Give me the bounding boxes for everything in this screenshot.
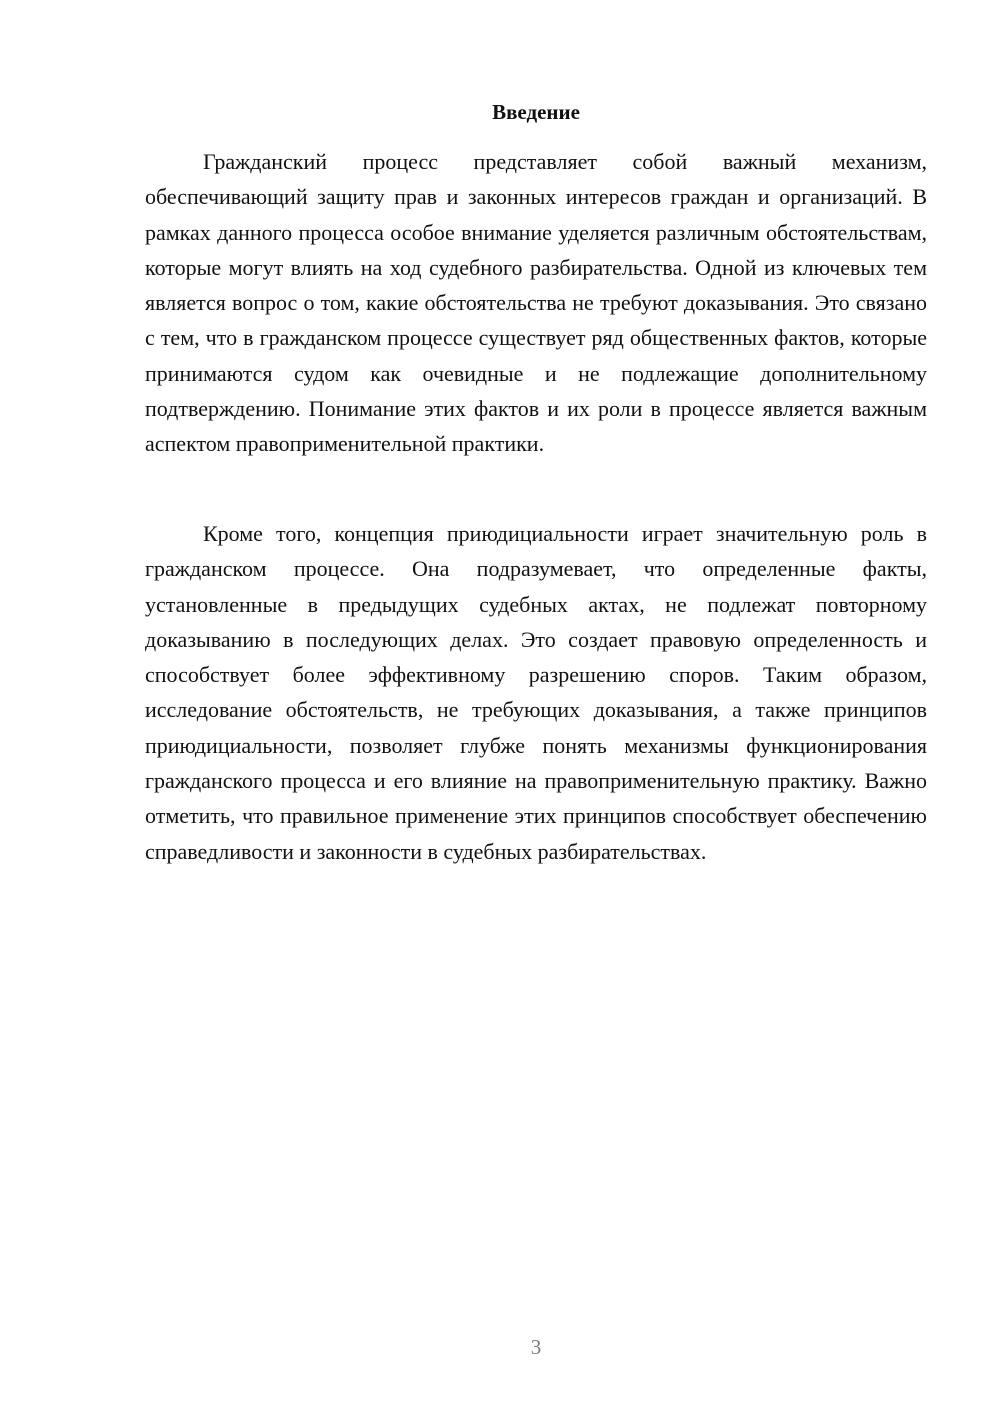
paragraph-1: Гражданский процесс представляет собой важный механизм, обеспечивающий защиту прав и законных интересов граждан и организаций. В рамках данного процесса особое внимание уделяется различным обстоятельствам, которые могут влиять на ход судебного разбирательства. Одной из ключевых тем является вопрос о том, какие обстоятельства не требуют доказывания. Это связано с тем, что в гражданском процессе существует ряд общественных фактов, которые принимаются судом как очевидные и не подлежащие дополнительному подтверждению. Понимание этих фактов и их роли в процессе является важным аспектом правоприменительной практики. bbox=[145, 149, 927, 457]
paragraph-2: Кроме того, концепция приюдициальности играет значительную роль в гражданском процессе. Она подразумевает, что определенные факты, установленные в предыдущих судебных актах, не подлежат повторному доказыванию в последующих делах. Это создает правовую определенность и способствует более эффективному разрешению споров. Таким образом, исследование обстоятельств, не требующих доказывания, а также принципов приюдициальности, позволяет глубже понять механизмы функционирования гражданского процесса и его влияние на правоприменительную практику. Важно отметить, что правильное применение этих принципов способствует обеспечению справедливости и законности в судебных разбирательствах. bbox=[145, 521, 927, 864]
section-heading: Введение bbox=[492, 100, 580, 124]
page-number: 3 bbox=[530, 1335, 542, 1359]
